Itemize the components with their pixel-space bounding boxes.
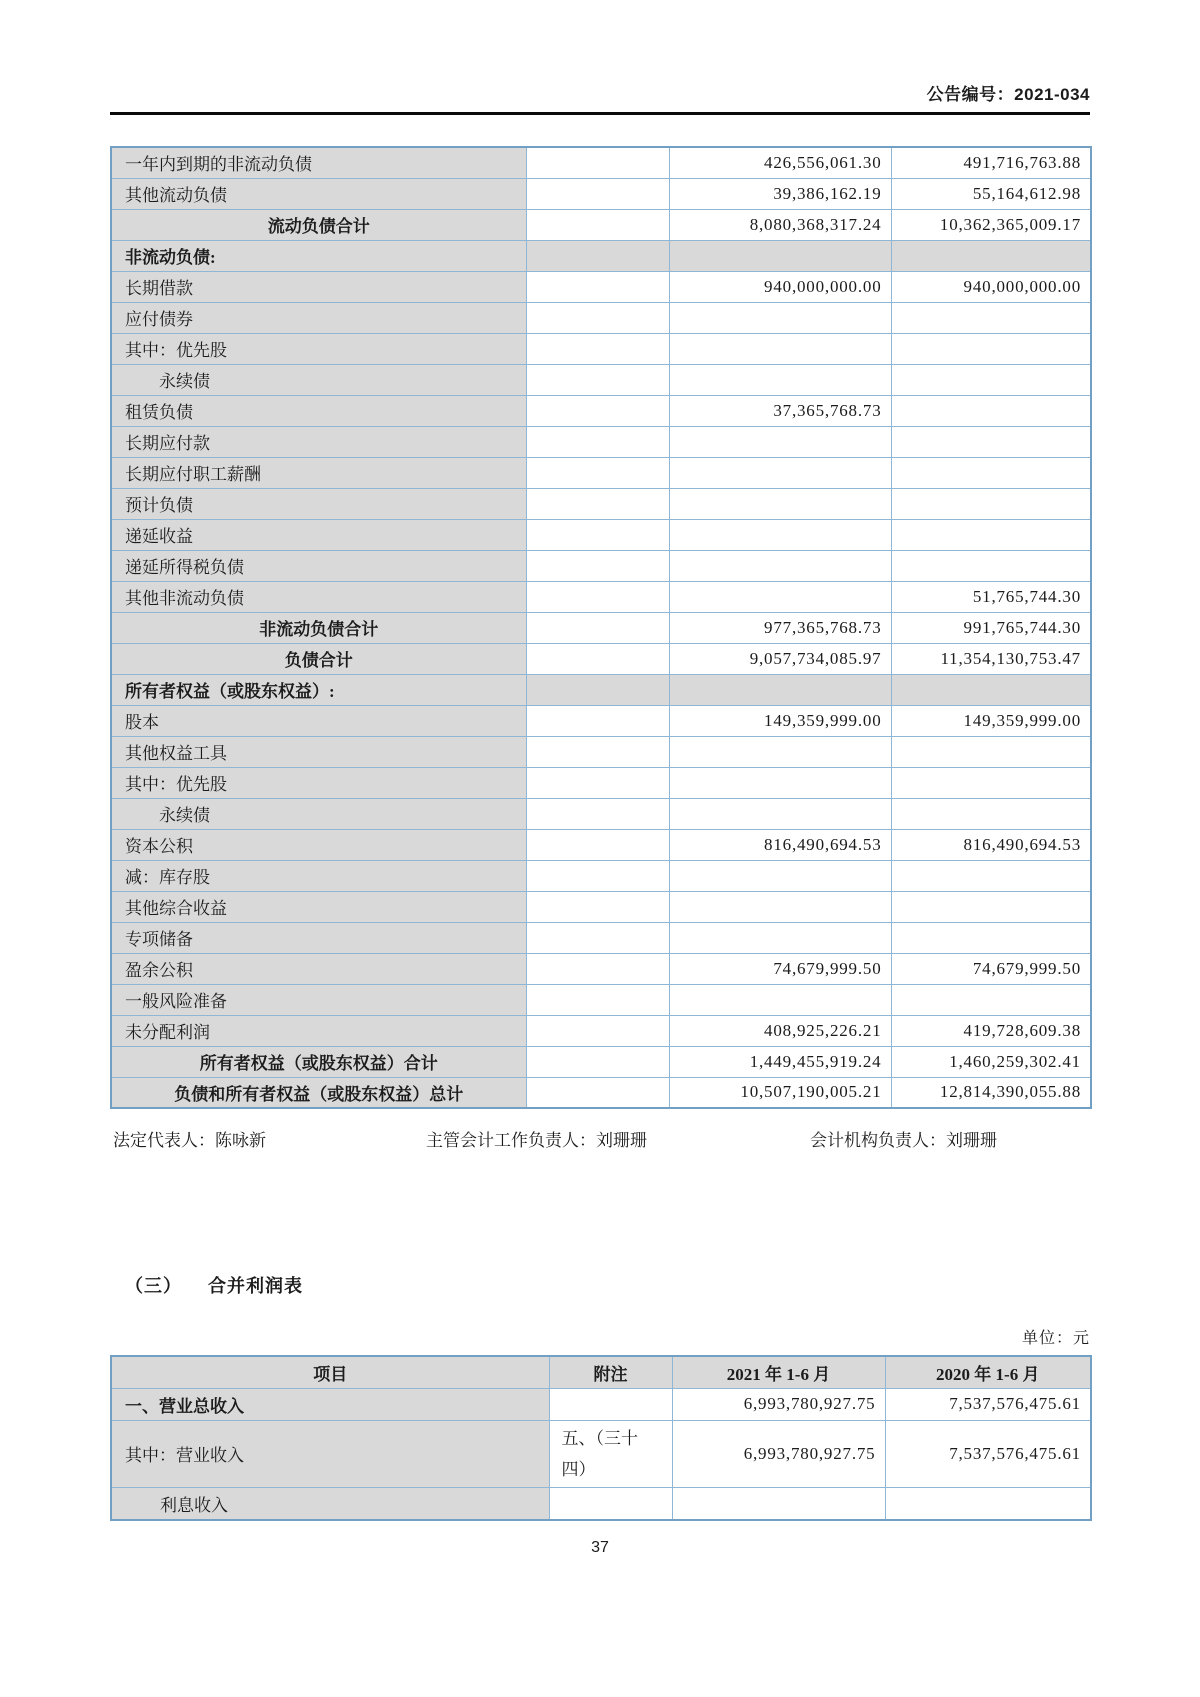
table-row: [111, 922, 1091, 953]
row-label-cell: 长期应付职工薪酬: [111, 457, 526, 488]
row-label-cell: 负债和所有者权益（或股东权益）总计: [111, 1077, 526, 1108]
note-cell: [526, 364, 669, 395]
row-label-cell: 股本: [111, 705, 526, 736]
table-row: [111, 984, 1091, 1015]
table-row: [111, 519, 1091, 550]
note-cell: [526, 674, 669, 705]
value-2021-cell: [669, 457, 891, 488]
row-label-cell: 预计负债: [111, 488, 526, 519]
note-cell: [526, 922, 669, 953]
value-2021-cell: 1,449,455,919.24: [669, 1046, 891, 1077]
note-cell: [526, 333, 669, 364]
value-2020-cell: 7,537,576,475.61: [885, 1420, 1091, 1488]
value-2021-cell: [669, 240, 891, 271]
value-2020-cell: [891, 395, 1091, 426]
note-cell: [526, 953, 669, 984]
value-2021-cell: [669, 891, 891, 922]
value-2021-cell: [669, 550, 891, 581]
column-header-2020: 2020 年 1-6 月: [885, 1356, 1091, 1388]
table-row: [111, 1488, 1091, 1520]
note-cell: 五、（三十四）: [549, 1420, 672, 1488]
row-label-cell: 租赁负债: [111, 395, 526, 426]
value-2020-cell: 10,362,365,009.17: [891, 209, 1091, 240]
note-cell: [526, 581, 669, 612]
note-cell: [549, 1488, 672, 1520]
note-cell: [526, 240, 669, 271]
column-header-2021: 2021 年 1-6 月: [672, 1356, 885, 1388]
row-label-cell: 一年内到期的非流动负债: [111, 147, 526, 178]
page-content: [110, 0, 1090, 1557]
value-2021-cell: 149,359,999.00: [669, 705, 891, 736]
value-2021-cell: [669, 519, 891, 550]
value-2020-cell: 816,490,694.53: [891, 829, 1091, 860]
value-2021-cell: [669, 922, 891, 953]
accounting-department-head: 会计机构负责人：刘珊珊: [810, 1131, 997, 1150]
table-row: [111, 178, 1091, 209]
value-2020-cell: 7,537,576,475.61: [885, 1388, 1091, 1420]
table-row: [111, 271, 1091, 302]
table-row: [111, 240, 1091, 271]
value-2020-cell: 419,728,609.38: [891, 1015, 1091, 1046]
note-cell: [526, 1046, 669, 1077]
table-row: [111, 1420, 1091, 1488]
row-label-cell: 一般风险准备: [111, 984, 526, 1015]
value-2020-cell: 11,354,130,753.47: [891, 643, 1091, 674]
value-2020-cell: [891, 488, 1091, 519]
page-number: 37: [591, 1538, 609, 1556]
value-2021-cell: [669, 736, 891, 767]
chief-accounting-officer: 主管会计工作负责人：刘珊珊: [426, 1131, 647, 1150]
value-2020-cell: [891, 302, 1091, 333]
header-rule: [110, 112, 1090, 115]
value-2021-cell: [669, 798, 891, 829]
value-2021-cell: 816,490,694.53: [669, 829, 891, 860]
row-label-cell: 负债合计: [111, 643, 526, 674]
note-cell: [526, 271, 669, 302]
value-2020-cell: 51,765,744.30: [891, 581, 1091, 612]
value-2020-cell: [891, 457, 1091, 488]
table-row: [111, 612, 1091, 643]
table-row: [111, 581, 1091, 612]
row-label-cell: 其他流动负债: [111, 178, 526, 209]
table-row: [111, 457, 1091, 488]
note-cell: [526, 984, 669, 1015]
row-label-cell: 资本公积: [111, 829, 526, 860]
row-label-cell: 其他综合收益: [111, 891, 526, 922]
note-cell: [549, 1388, 672, 1420]
row-label-cell: 递延所得税负债: [111, 550, 526, 581]
income-statement-heading: [110, 1272, 1090, 1298]
table-row: [111, 736, 1091, 767]
row-label-cell: 减：库存股: [111, 860, 526, 891]
row-label-cell: 未分配利润: [111, 1015, 526, 1046]
table-row: [111, 1077, 1091, 1108]
row-label-cell: 所有者权益（或股东权益）:: [111, 674, 526, 705]
row-label-cell: 应付债券: [111, 302, 526, 333]
row-label-cell: 长期借款: [111, 271, 526, 302]
income-table-body: [111, 1388, 1091, 1520]
note-cell: [526, 519, 669, 550]
value-2021-cell: 408,925,226.21: [669, 1015, 891, 1046]
table-row: [111, 860, 1091, 891]
row-label-cell: 其中：优先股: [111, 333, 526, 364]
note-cell: [526, 302, 669, 333]
notice-number-value: 2021-034: [1014, 85, 1090, 104]
value-2020-cell: [891, 984, 1091, 1015]
column-header-note: 附注: [549, 1356, 672, 1388]
value-2020-cell: [891, 364, 1091, 395]
notice-number-label: 公告编号：: [926, 85, 1015, 104]
table-row: [111, 829, 1091, 860]
value-2020-cell: [891, 798, 1091, 829]
value-2021-cell: [669, 674, 891, 705]
row-label-cell: 其中：营业收入: [111, 1420, 549, 1488]
value-2020-cell: 74,679,999.50: [891, 953, 1091, 984]
value-2021-cell: 37,365,768.73: [669, 395, 891, 426]
note-cell: [526, 891, 669, 922]
row-label-cell: 所有者权益（或股东权益）合计: [111, 1046, 526, 1077]
table-row: [111, 1388, 1091, 1420]
value-2021-cell: 39,386,162.19: [669, 178, 891, 209]
table-row: [111, 674, 1091, 705]
value-2020-cell: 55,164,612.98: [891, 178, 1091, 209]
value-2021-cell: 9,057,734,085.97: [669, 643, 891, 674]
table-row: [111, 426, 1091, 457]
value-2021-cell: 977,365,768.73: [669, 612, 891, 643]
table-row: [111, 302, 1091, 333]
row-label-cell: 流动负债合计: [111, 209, 526, 240]
row-label-cell: 非流动负债合计: [111, 612, 526, 643]
table-row: [111, 147, 1091, 178]
note-cell: [526, 147, 669, 178]
note-cell: [526, 798, 669, 829]
value-2021-cell: 6,993,780,927.75: [672, 1388, 885, 1420]
row-label-cell: 非流动负债:: [111, 240, 526, 271]
heading-title: 合并利润表: [208, 1276, 303, 1296]
value-2021-cell: 940,000,000.00: [669, 271, 891, 302]
value-2020-cell: [891, 519, 1091, 550]
note-cell: [526, 736, 669, 767]
value-2021-cell: 8,080,368,317.24: [669, 209, 891, 240]
value-2020-cell: 1,460,259,302.41: [891, 1046, 1091, 1077]
note-cell: [526, 860, 669, 891]
row-label-cell: 永续债: [111, 798, 526, 829]
table-row: [111, 488, 1091, 519]
value-2020-cell: 991,765,744.30: [891, 612, 1091, 643]
note-cell: [526, 550, 669, 581]
value-2021-cell: [669, 302, 891, 333]
income-statement-table: [110, 1355, 1092, 1521]
value-2021-cell: [669, 333, 891, 364]
note-cell: [526, 705, 669, 736]
note-cell: [526, 488, 669, 519]
row-label-cell: 长期应付款: [111, 426, 526, 457]
value-2021-cell: [669, 767, 891, 798]
row-label-cell: 递延收益: [111, 519, 526, 550]
value-2020-cell: [891, 240, 1091, 271]
note-cell: [526, 1015, 669, 1046]
table-row: [111, 395, 1091, 426]
value-2020-cell: [891, 674, 1091, 705]
table-row: [111, 705, 1091, 736]
doc-header: [110, 80, 1090, 105]
row-label-cell: 其中：优先股: [111, 767, 526, 798]
row-label-cell: 一、营业总收入: [111, 1388, 549, 1420]
value-2021-cell: 6,993,780,927.75: [672, 1420, 885, 1488]
balance-table-body: [111, 147, 1091, 1108]
row-label-cell: 专项储备: [111, 922, 526, 953]
value-2020-cell: 12,814,390,055.88: [891, 1077, 1091, 1108]
note-cell: [526, 395, 669, 426]
value-2020-cell: [891, 860, 1091, 891]
unit-label: 单位：元: [1021, 1330, 1090, 1347]
value-2021-cell: 74,679,999.50: [669, 953, 891, 984]
value-2021-cell: [669, 364, 891, 395]
value-2020-cell: [891, 922, 1091, 953]
value-2021-cell: [672, 1488, 885, 1520]
note-cell: [526, 612, 669, 643]
table-row: [111, 550, 1091, 581]
heading-index: （三）: [125, 1276, 182, 1296]
signature-line: [110, 1126, 1090, 1151]
table-row: [111, 364, 1091, 395]
row-label-cell: 利息收入: [111, 1488, 549, 1520]
value-2020-cell: [891, 550, 1091, 581]
value-2020-cell: 940,000,000.00: [891, 271, 1091, 302]
table-row: [111, 798, 1091, 829]
value-2021-cell: [669, 860, 891, 891]
income-table-header-row: [111, 1356, 1091, 1388]
column-header-item: 项目: [111, 1356, 549, 1388]
table-row: [111, 1015, 1091, 1046]
table-row: [111, 643, 1091, 674]
value-2021-cell: 10,507,190,005.21: [669, 1077, 891, 1108]
note-cell: [526, 178, 669, 209]
row-label-cell: 其他非流动负债: [111, 581, 526, 612]
row-label-cell: 其他权益工具: [111, 736, 526, 767]
value-2020-cell: [891, 767, 1091, 798]
value-2020-cell: [891, 891, 1091, 922]
row-label-cell: 永续债: [111, 364, 526, 395]
table-row: [111, 767, 1091, 798]
value-2020-cell: [891, 426, 1091, 457]
table-row: [111, 209, 1091, 240]
value-2020-cell: [891, 736, 1091, 767]
value-2020-cell: 149,359,999.00: [891, 705, 1091, 736]
note-cell: [526, 643, 669, 674]
table-row: [111, 891, 1091, 922]
note-cell: [526, 209, 669, 240]
note-cell: [526, 457, 669, 488]
note-cell: [526, 426, 669, 457]
value-2021-cell: 426,556,061.30: [669, 147, 891, 178]
row-label-cell: 盈余公积: [111, 953, 526, 984]
table-row: [111, 953, 1091, 984]
value-2020-cell: [891, 333, 1091, 364]
table-row: [111, 1046, 1091, 1077]
value-2020-cell: [885, 1488, 1091, 1520]
value-2021-cell: [669, 426, 891, 457]
legal-representative: 法定代表人：陈咏新: [113, 1131, 266, 1150]
balance-sheet-table: [110, 146, 1092, 1109]
value-2021-cell: [669, 581, 891, 612]
table-row: [111, 333, 1091, 364]
value-2021-cell: [669, 488, 891, 519]
note-cell: [526, 767, 669, 798]
note-cell: [526, 1077, 669, 1108]
note-cell: [526, 829, 669, 860]
value-2020-cell: 491,716,763.88: [891, 147, 1091, 178]
value-2021-cell: [669, 984, 891, 1015]
